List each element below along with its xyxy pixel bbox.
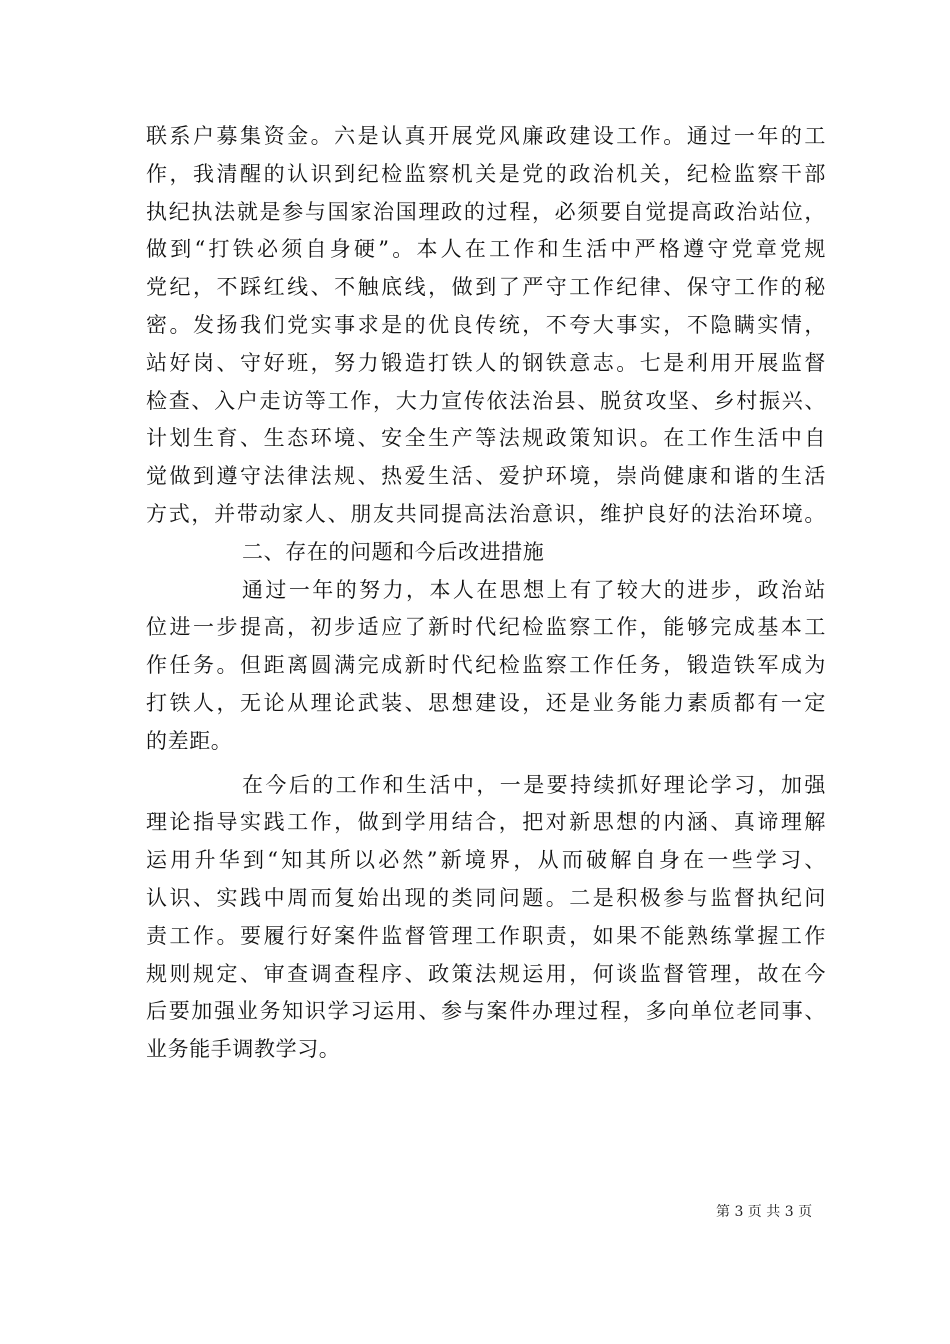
- text-line: 理论指导实践工作，做到学用结合，把对新思想的内涵、真谛理解: [146, 810, 826, 835]
- text-line: 业务能手调教学习。: [146, 1037, 341, 1062]
- text-line: 计划生育、生态环境、安全生产等法规政策知识。在工作生活中自: [146, 426, 826, 451]
- text-line: 位进一步提高，初步适应了新时代纪检监察工作，能够完成基本工: [146, 615, 826, 640]
- text-line: 打铁人，无论从理论武装、思想建设，还是业务能力素质都有一定: [146, 690, 826, 715]
- text-line: 联系户募集资金。六是认真开展党风廉政建设工作。通过一年的工: [146, 124, 826, 148]
- section-heading: 二、存在的问题和今后改进措施: [242, 539, 545, 564]
- text-line: 作，我清醒的认识到纪检监察机关是党的政治机关，纪检监察干部: [146, 161, 826, 186]
- text-line: 作任务。但距离圆满完成新时代纪检监察工作任务，锻造铁军成为: [146, 653, 826, 678]
- paragraph-problems: [146, 572, 826, 761]
- text-line: 的差距。: [146, 728, 233, 753]
- text-line: 党纪，不踩红线、不触底线，做到了严守工作纪律、保守工作的秘: [146, 275, 826, 300]
- text-line: 在今后的工作和生活中，一是要持续抓好理论学习，加强: [242, 772, 826, 797]
- text-line: 通过一年的努力，本人在思想上有了较大的进步，政治站: [242, 577, 826, 602]
- text-line: 觉做到遵守法律法规、热爱生活、爱护环境，崇尚健康和谐的生活: [146, 464, 826, 489]
- document-body: [146, 118, 826, 1069]
- text-line: 规则规定、审查调查程序、政策法规运用，何谈监督管理，故在今: [146, 961, 826, 986]
- text-line: 方式，并带动家人、朋友共同提高法治意识，维护良好的法治环境。: [146, 501, 826, 526]
- text-line: 责工作。要履行好案件监督管理工作职责，如果不能熟练掌握工作: [146, 923, 826, 948]
- text-line: 密。发扬我们党实事求是的优良传统，不夸大事实，不隐瞒实情，: [146, 312, 826, 337]
- text-line: 检查、入户走访等工作，大力宣传依法治县、脱贫攻坚、乡村振兴、: [146, 388, 826, 413]
- text-line: 做到“打铁必须自身硬”。本人在工作和生活中严格遵守党章党规: [146, 237, 826, 262]
- text-line: 后要加强业务知识学习运用、参与案件办理过程，多向单位老同事、: [146, 999, 826, 1024]
- paragraph-party-conduct: [146, 118, 826, 534]
- paragraph-improvements: [146, 767, 826, 1069]
- text-line: 认识、实践中周而复始出现的类同问题。二是积极参与监督执纪问: [146, 885, 826, 910]
- page-number-footer: 第 3 页 共 3 页: [716, 1204, 813, 1220]
- text-line: 运用升华到“知其所以必然”新境界，从而破解自身在一些学习、: [146, 848, 826, 873]
- text-line: 执纪执法就是参与国家治国理政的过程，必须要自觉提高政治站位，: [146, 199, 826, 224]
- text-line: 站好岗、守好班，努力锻造打铁人的钢铁意志。七是利用开展监督: [146, 350, 826, 375]
